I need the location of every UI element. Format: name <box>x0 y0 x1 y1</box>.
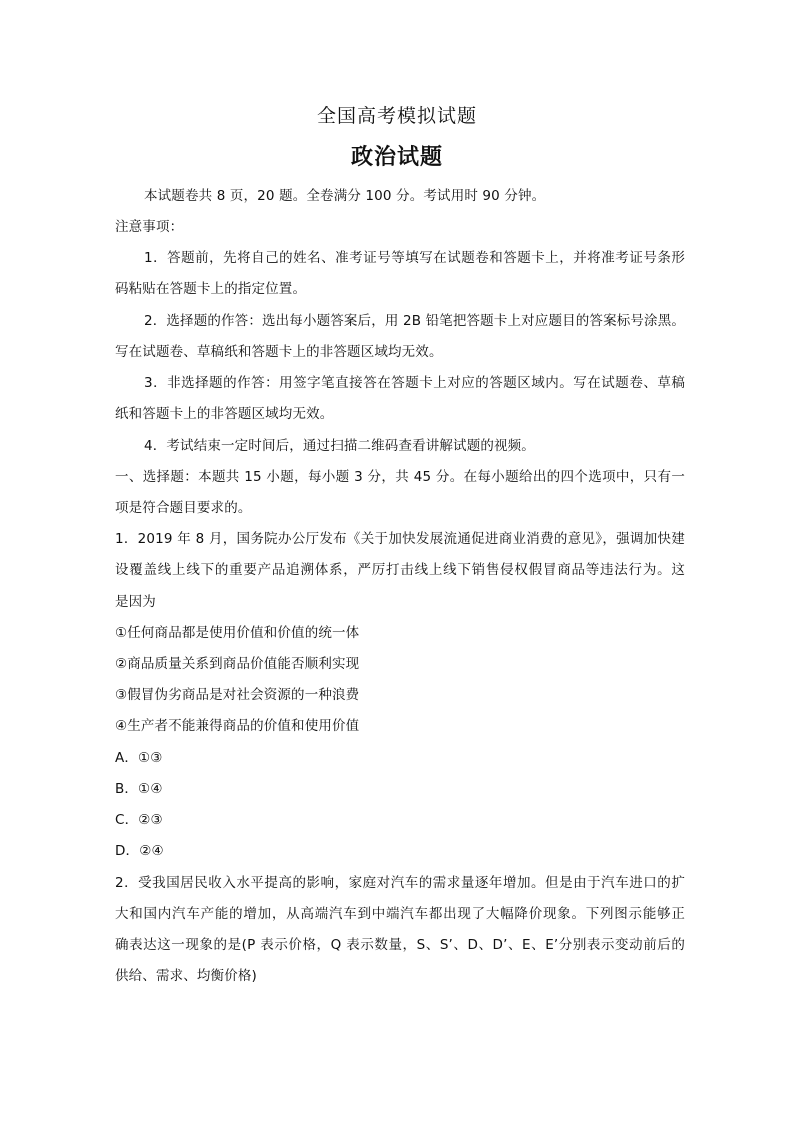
question-1-line-2: 设覆盖线上线下的重要产品追溯体系，严厉打击线上线下销售侵权假冒商品等违法行为。这 <box>115 562 685 578</box>
question-1-option-d: D．②④ <box>115 843 164 859</box>
note-1-line-1: 1．答题前，先将自己的姓名、准考证号等填写在试题卷和答题卡上，并将准考证号条形 <box>144 250 685 266</box>
note-4-line-1: 4．考试结束一定时间后，通过扫描二维码查看讲解试题的视频。 <box>144 438 535 454</box>
section-heading-line-1: 一、选择题：本题共 15 小题，每小题 3 分，共 45 分。在每小题给出的四个选项中，只有一 <box>115 469 685 485</box>
question-2-line-2: 大和国内汽车产能的增加，从高端汽车到中端汽车都出现了大幅降价现象。下列图示能够正 <box>115 906 685 922</box>
note-1-line-2: 码粘贴在答题卡上的指定位置。 <box>115 281 307 297</box>
question-1-option-a: A．①③ <box>115 750 163 766</box>
question-1-statement-4: ④生产者不能兼得商品的价值和使用价值 <box>115 718 360 734</box>
exam-title: 全国高考模拟试题 <box>316 105 477 127</box>
question-1-line-3: 是因为 <box>115 594 156 610</box>
question-2-line-3: 确表达这一现象的是(P 表示价格，Q 表示数量，S、S’、D、D’、E、E’分别表示变动前后的 <box>115 937 685 953</box>
question-1-statement-3: ③假冒伪劣商品是对社会资源的一种浪费 <box>115 687 360 703</box>
question-1-statement-1: ①任何商品都是使用价值和价值的统一体 <box>115 625 360 641</box>
notes-heading: 注意事项： <box>115 219 184 235</box>
note-2-line-1: 2．选择题的作答：选出每小题答案后，用 2B 铅笔把答题卡上对应题目的答案标号涂黑。 <box>144 313 685 329</box>
question-1-option-b: B．①④ <box>115 781 163 797</box>
note-2-line-2: 写在试题卷、草稿纸和答题卡上的非答题区域均无效。 <box>115 344 443 360</box>
question-2-line-1: 2．受我国居民收入水平提高的影响，家庭对汽车的需求量逐年增加。但是由于汽车进口的扩 <box>115 875 685 891</box>
question-1-option-c: C．②③ <box>115 812 163 828</box>
question-1-statement-2: ②商品质量关系到商品价值能否顺利实现 <box>115 656 360 672</box>
question-1-line-1: 1．2019 年 8 月，国务院办公厅发布《关于加快发展流通促进商业消费的意见》，强调加快建 <box>115 531 685 547</box>
note-3-line-1: 3．非选择题的作答：用签字笔直接答在答题卡上对应的答题区域内。写在试题卷、草稿 <box>144 375 685 391</box>
note-3-line-2: 纸和答题卡上的非答题区域均无效。 <box>115 406 334 422</box>
exam-intro: 本试题卷共 8 页，20 题。全卷满分 100 分。考试用时 90 分钟。 <box>144 188 546 204</box>
question-2-line-4: 供给、需求、均衡价格) <box>115 968 257 984</box>
section-heading-line-2: 项是符合题目要求的。 <box>115 500 252 516</box>
exam-subject-title: 政治试题 <box>350 145 443 170</box>
